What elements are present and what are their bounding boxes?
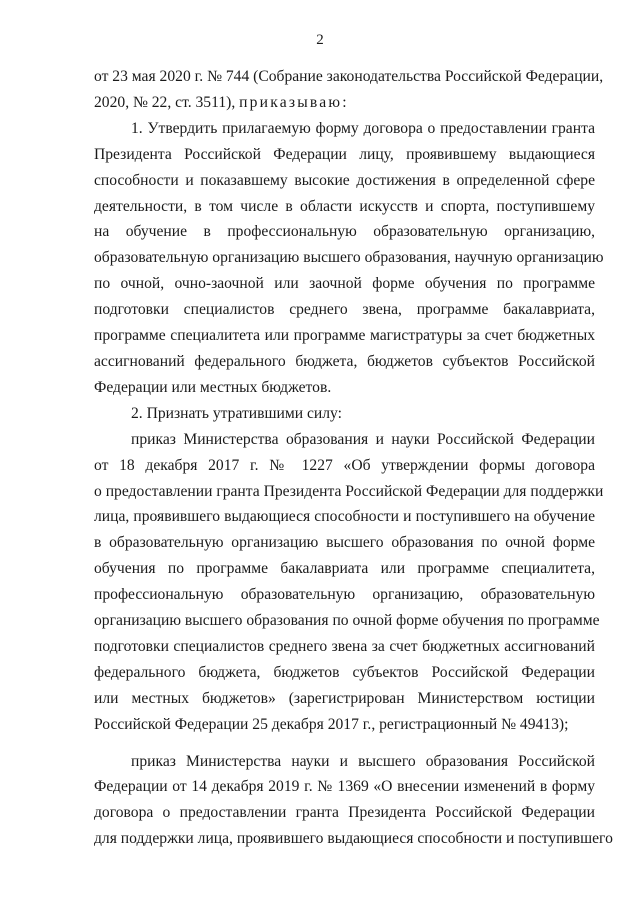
text-line: приказ Министерства образования и науки Российской Федерации [131,430,595,448]
text-line: договора о предоставлении гранта Президента Российской Федерации [94,804,595,822]
text-line: от 23 мая 2020 г. № 744 (Собрание законодательства Российской Федерации, [94,68,604,85]
text-line: Российской Федерации 25 декабря 2017 г., регистрационный № 49413); [94,715,569,733]
text-line: образовательную организацию высшего образования, научную организацию [94,249,604,267]
text-line: программе специалитета или программе магистратуры за счет бюджетных [94,327,595,345]
text-line: Федерации или местных бюджетов. [94,378,332,396]
text-line: подготовки специалистов среднего звена, программе бакалавриата, [94,301,595,319]
text-line: приказ Министерства науки и высшего образования Российской [131,752,595,770]
text-line: федерального бюджета, бюджетов субъектов Российской Федерации [94,663,595,681]
text-line: деятельности, в том числе в области искусств и спорта, поступившему [94,197,595,215]
text-line: Федерации от 14 декабря 2019 г. № 1369 «О внесении изменений в форму [94,778,595,796]
paragraph-repealed-order-2 [94,749,613,853]
text-line: для поддержки лица, проявившего выдающиеся способности и поступившего [94,830,613,848]
paragraph-item-1 [94,116,604,401]
paragraph-item-2 [94,401,595,427]
text-line: обучения по программе бакалавриата или программе специалитета, [94,560,595,578]
text-line: в образовательную организацию высшего образования по очной форме [94,534,595,552]
text-line: 1. Утвердить прилагаемую форму договора о предоставлении гранта [131,119,595,137]
text-line: способности и показавшему высокие достижения в определенной сфере [94,171,595,189]
text-line: на обучение в профессиональную образовательную организацию, [94,223,595,241]
text-line: от 18 декабря 2017 г. № 1227 «Об утверждении формы договора [94,456,595,474]
text-line: ассигнований федерального бюджета, бюджетов субъектов Российской [94,352,595,370]
text-line: Президента Российской Федерации лицу, проявившему выдающиеся [94,145,595,163]
text-line: 2. Признать утратившими силу: [131,404,342,422]
text-line: профессиональную образовательную организацию, образовательную [94,586,595,604]
order-keyword: приказываю: [239,93,349,111]
paragraph-repealed-order-1 [94,427,604,738]
page-number: 2 [316,32,324,48]
text-line: организацию высшего образования по очной форме обучения по программе [94,612,600,630]
text-fragment: 2020, № 22, ст. 3511), [94,93,240,111]
paragraph-intro [94,64,604,116]
text-line [94,90,595,116]
text-line: или местных бюджетов» (зарегистрирован Министерством юстиции [94,689,595,707]
text-line: лица, проявившего выдающиеся способности и поступившего на обучение [94,508,595,526]
text-line: о предоставлении гранта Президента Российской Федерации для поддержки [94,482,604,500]
text-line: подготовки специалистов среднего звена за счет бюджетных ассигнований [94,637,595,655]
document-body [94,64,613,852]
text-line: по очной, очно-заочной или заочной форме обучения по программе [94,275,595,293]
